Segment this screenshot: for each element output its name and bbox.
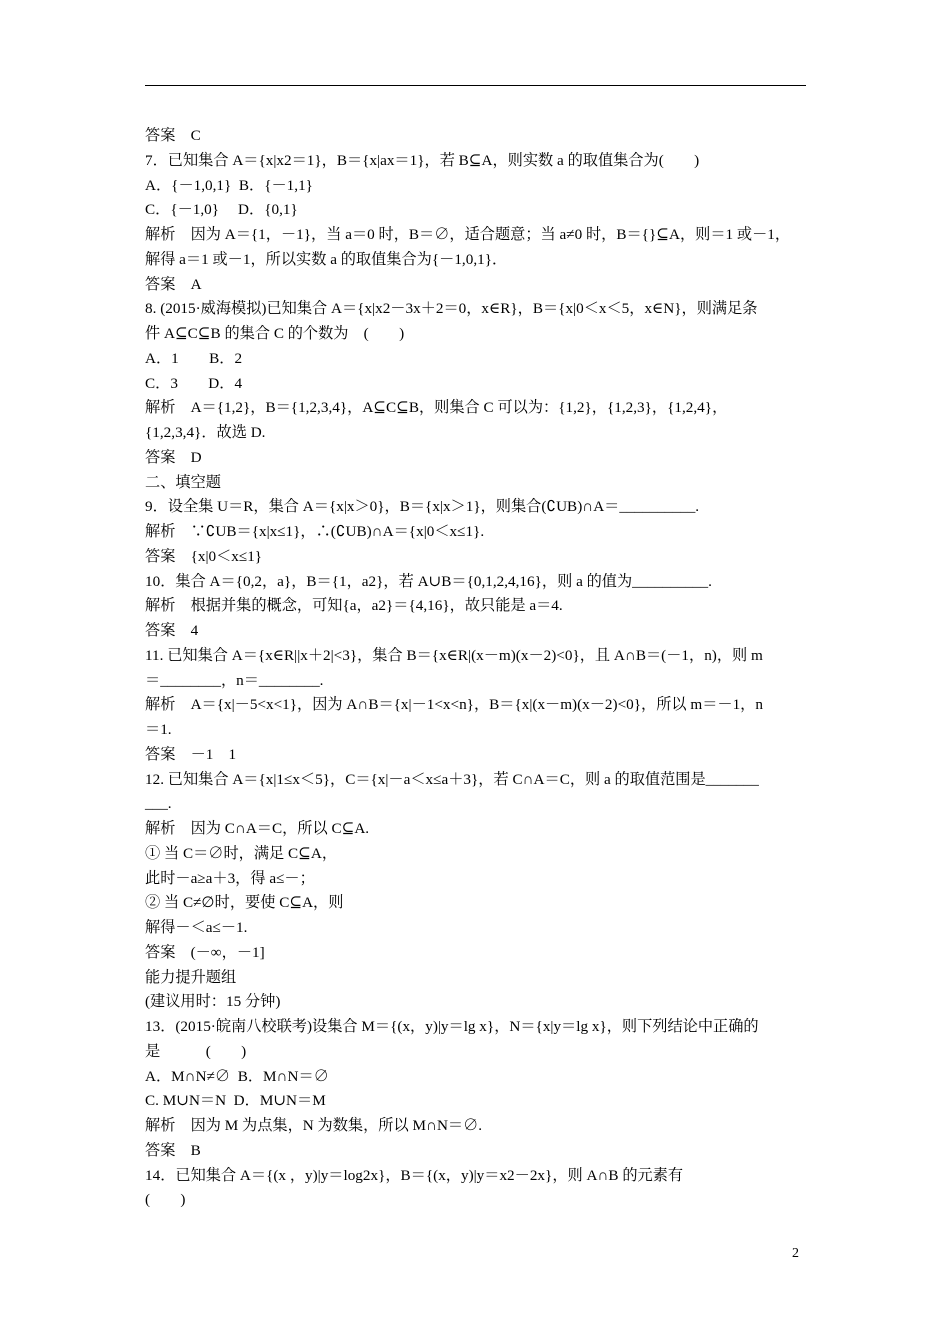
text-line: 7．已知集合 A＝{x|x2＝1}，B＝{x|ax＝1}，若 B⊆A，则实数 a 的取值集合为( ) — [145, 151, 700, 169]
text-line: C．3 D．4 — [145, 374, 243, 392]
text-line: 答案 (－∞，－1] — [145, 943, 265, 961]
text-line: 是 ( ) — [145, 1042, 247, 1060]
text-line: C. M∪N＝N D．M∪N＝M — [145, 1092, 326, 1110]
text-line: C．{－1,0} D．{0,1} — [145, 201, 298, 219]
text-line: A．M∩N≠∅ B．M∩N＝∅ — [145, 1067, 329, 1085]
text-line: 解析 因为 C∩A＝C，所以 C⊆A. — [145, 820, 370, 837]
text-line: 件 A⊆C⊆B 的集合 C 的个数为 ( ) — [145, 325, 405, 342]
text-line: 解析 因为 M 为点集，N 为数集，所以 M∩N＝∅. — [145, 1117, 483, 1134]
text-line: 此时－a≥a＋3，得 a≤－； — [145, 869, 315, 887]
text-line: {1,2,3,4}．故选 D. — [145, 424, 266, 441]
text-line: 答案 A — [145, 275, 202, 293]
text-line: 10．集合 A＝{0,2，a}，B＝{1，a2}，若 A∪B＝{0,1,2,4,16}，则 a 的值为__________. — [145, 572, 712, 590]
text-line: 解析 A＝{1,2}，B＝{1,2,3,4}，A⊆C⊆B，则集合 C 可以为：{1,2}，{1,2,3}，{1,2,4}， — [145, 399, 728, 417]
text-line: ＝________，n＝________. — [145, 671, 324, 689]
text-line: 解析 根据并集的概念，可知{a，a2}＝{4,16}，故只能是 a＝4. — [145, 597, 563, 615]
text-line: 解析 A＝{x|－5<x<1}，因为 A∩B＝{x|－1<x<n}，B＝{x|(x－m)(x－2)<0}，所以 m＝－1，n — [145, 696, 763, 714]
text-line: 答案 B — [145, 1141, 201, 1159]
text-line: 答案 {x|0＜x≤1} — [145, 547, 263, 565]
text-line: 答案 －1 1 — [145, 745, 237, 763]
text-line: 答案 C — [145, 127, 201, 144]
text-line: ___. — [145, 795, 172, 813]
text-line: 14．已知集合 A＝{(x ，y)|y＝log2x}，B＝{(x，y)|y＝x2－2x}，则 A∩B 的元素有 — [145, 1166, 684, 1184]
text-line: 解得－＜a≤－1. — [145, 919, 248, 936]
document-body — [145, 124, 807, 1213]
text-line: 解析 因为 A＝{1，－1}，当 a＝0 时，B＝∅，适合题意；当 a≠0 时，B＝{}⊆A，则＝1 或－1， — [145, 226, 791, 243]
text-line: A．1 B．2 — [145, 349, 243, 367]
text-line: ② 当 C≠∅时，要使 C⊆A，则 — [145, 894, 344, 912]
text-line: 答案 4 — [145, 622, 199, 639]
text-line: 13．(2015·皖南八校联考)设集合 M＝{(x，y)|y＝lg x}，N＝{x|y＝lg x}，则下列结论中正确的 — [145, 1018, 759, 1035]
text-line: ( ) — [145, 1191, 186, 1209]
text-line: 解得 a＝1 或－1，所以实数 a 的取值集合为{－1,0,1}． — [145, 250, 508, 268]
text-line: ① 当 C＝∅时，满足 C⊆A， — [145, 844, 338, 862]
text-line: ＝1. — [145, 721, 172, 738]
text-line: 答案 D — [145, 448, 202, 466]
header-rule — [145, 85, 806, 86]
text-line: 9．设全集 U＝R，集合 A＝{x|x＞0}，B＝{x|x＞1}，则集合(∁UB)∩A＝__________. — [145, 498, 700, 516]
text-line: 12. 已知集合 A＝{x|1≤x＜5}，C＝{x|－a＜x≤a＋3}，若 C∩A＝C，则 a 的取值范围是_______ — [145, 770, 759, 788]
section-heading: 能力提升题组 — [145, 968, 237, 986]
text-line: 8. (2015·威海模拟)已知集合 A＝{x|x2－3x＋2＝0，x∈R}，B＝{x|0＜x＜5，x∈N}，则满足条 — [145, 300, 758, 318]
section-heading: 二、填空题 — [145, 473, 221, 491]
text-line: (建议用时：15 分钟) — [145, 993, 281, 1011]
text-line: 解析 ∵∁UB＝{x|x≤1}，∴(∁UB)∩A＝{x|0＜x≤1}. — [145, 523, 485, 540]
text-line: 11. 已知集合 A＝{x∈R||x＋2|<3}，集合 B＝{x∈R|(x－m)(x－2)<0}，且 A∩B＝(－1，n)，则 m — [145, 646, 763, 664]
text-line: A．{－1,0,1} B．{－1,1} — [145, 176, 313, 194]
page-number: 2 — [792, 1246, 799, 1261]
